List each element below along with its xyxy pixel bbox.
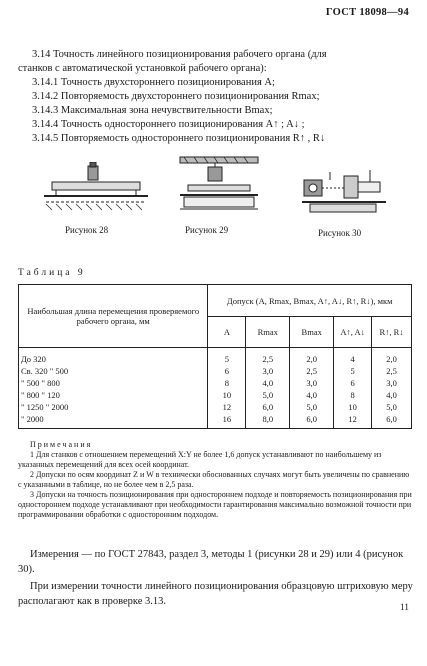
- figure-28-caption: Рисунок 28: [65, 225, 109, 235]
- row-value: 6: [208, 365, 246, 377]
- figure-28-drawing: [42, 162, 152, 214]
- notes-title: Примечания: [30, 440, 93, 449]
- col-bmax: Bmax: [290, 317, 334, 348]
- row-value: 2,0: [290, 348, 334, 366]
- document-header: ГОСТ 18098—94: [325, 7, 409, 18]
- clause-3-14-line1: 3.14 Точность линейного позиционирования рабочего органа (для: [32, 49, 327, 60]
- row-value: 3,0: [290, 377, 334, 389]
- row-value: 8,0: [246, 413, 290, 429]
- row-value: 6,0: [290, 413, 334, 429]
- row-length-range: До 320: [19, 348, 208, 366]
- clause-3-14-1: 3.14.1 Точность двухстороннего позиционирования A;: [32, 77, 275, 88]
- note-3: 3 Допуски на точность позиционирования при одностороннем подходе и повторяемость позиционирования при одностороннем подходе устанавливают при необходимости гарантирования максимально возможной точности при программировании обработки с односторонним подходом.: [18, 490, 412, 519]
- clause-3-14-3: 3.14.3 Максимальная зона нечувствительности Bmax;: [32, 105, 273, 116]
- table-row: [19, 401, 412, 413]
- row-value: 10: [208, 389, 246, 401]
- clause-3-14-4: 3.14.4 Точность одностороннего позиционирования A↑ ; A↓ ;: [32, 119, 305, 130]
- clause-3-14-5: 3.14.5 Повторяемость одностороннего позиционирования R↑ , R↓: [32, 133, 326, 144]
- row-value: 4,0: [290, 389, 334, 401]
- col-a-oneside: A↑, A↓: [334, 317, 372, 348]
- notes-block: [18, 440, 413, 520]
- clause-3-14-2: 3.14.2 Повторяемость двухстороннего позиционирования Rmax;: [32, 91, 320, 102]
- row-value: 6,0: [246, 401, 290, 413]
- row-value: 16: [208, 413, 246, 429]
- row-length-range: " 500 " 800: [19, 377, 208, 389]
- note-1: 1 Для станков с отношением перемещений X:Y не более 1,6 допуск устанавливают по наибольшему из указанных перемещений для всех осей координат.: [18, 450, 382, 469]
- table-row: [19, 365, 412, 377]
- row-value: 6,0: [372, 413, 412, 429]
- table-head-length: Наибольшая длина перемещения проверяемого рабочего органа, мм: [19, 285, 208, 348]
- row-value: 2,5: [372, 365, 412, 377]
- row-value: 2,0: [372, 348, 412, 366]
- table-title: Таблица 9: [18, 268, 86, 278]
- row-length-range: " 2000: [19, 413, 208, 429]
- page-number: 11: [399, 603, 409, 613]
- row-value: 2,5: [290, 365, 334, 377]
- clause-3-14-line2: станков с автоматической установкой рабочего органа):: [18, 63, 267, 74]
- row-value: 12: [208, 401, 246, 413]
- row-value: 5,0: [246, 389, 290, 401]
- tolerance-table: [18, 284, 412, 429]
- row-value: 2,5: [246, 348, 290, 366]
- row-value: 8: [208, 377, 246, 389]
- col-rmax: Rmax: [246, 317, 290, 348]
- table-row: [19, 389, 412, 401]
- row-value: 4,0: [246, 377, 290, 389]
- table-row: [19, 348, 412, 366]
- row-value: 5: [208, 348, 246, 366]
- figure-29-drawing: [178, 155, 260, 215]
- row-value: 3,0: [246, 365, 290, 377]
- row-value: 12: [334, 413, 372, 429]
- row-length-range: " 800 " 120: [19, 389, 208, 401]
- row-value: 5,0: [372, 401, 412, 413]
- figure-30-drawing: [300, 168, 390, 220]
- row-value: 10: [334, 401, 372, 413]
- row-value: 5,0: [290, 401, 334, 413]
- table-row: [19, 377, 412, 389]
- table-row: [19, 413, 412, 429]
- row-length-range: " 1250 " 2000: [19, 401, 208, 413]
- row-length-range: Св. 320 " 500: [19, 365, 208, 377]
- note-2: 2 Допуски по осям координат Z и W в технически обоснованных случаях могут быть увеличены по сравнению с указанными в таблице, но не более чем в 2,5 раза.: [18, 470, 410, 489]
- col-r-oneside: R↑, R↓: [372, 317, 412, 348]
- clause-list: [18, 48, 413, 146]
- row-value: 3,0: [372, 377, 412, 389]
- figure-29-caption: Рисунок 29: [185, 225, 229, 235]
- measurement-paragraph: Измерения — по ГОСТ 27843, раздел 3, методы 1 (рисунки 28 и 29) или 4 (рисунок 30).: [18, 549, 404, 575]
- table-head-tolerance: Допуск (A, Rmax, Bmax, A↑, A↓, R↑, R↓), мкм: [208, 285, 412, 317]
- placement-paragraph: При измерении точности линейного позиционирования образцовую штриховую меру располагают как в проверке 3.13.: [18, 581, 413, 607]
- body-text: [18, 547, 413, 611]
- col-a: A: [208, 317, 246, 348]
- row-value: 6: [334, 377, 372, 389]
- figure-30-caption: Рисунок 30: [318, 228, 362, 238]
- row-value: 8: [334, 389, 372, 401]
- row-value: 5: [334, 365, 372, 377]
- row-value: 4,0: [372, 389, 412, 401]
- row-value: 4: [334, 348, 372, 366]
